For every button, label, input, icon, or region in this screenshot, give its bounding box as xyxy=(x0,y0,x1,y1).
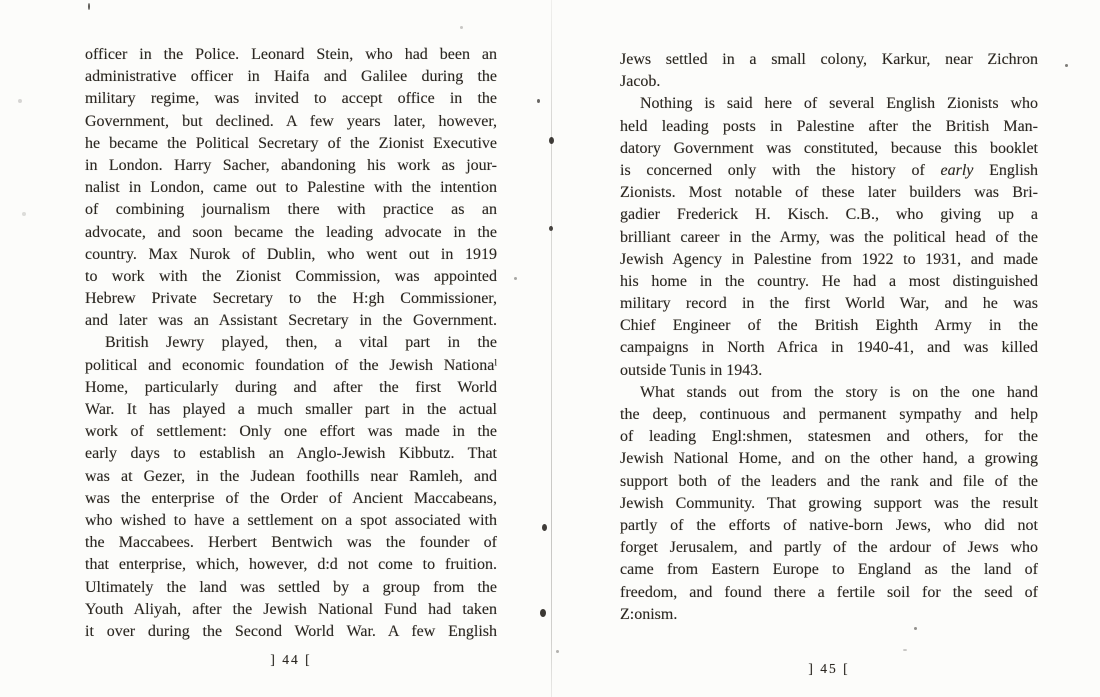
text-line: freedom, and found there a fertile soil for the seed of xyxy=(620,583,1038,601)
text-line: brilliant career in the Army, was the political head of the xyxy=(620,228,1038,246)
text-line: Jewish Agency in Palestine from 1922 to 1931, and made xyxy=(620,250,1038,268)
text-line: Home, particularly during and after the first World xyxy=(85,378,497,396)
scan-speck xyxy=(542,524,547,531)
text-line: who wished to have a settlement on a spot associated with xyxy=(85,511,497,529)
text-line: military regime, was invited to accept office in the xyxy=(85,90,497,108)
scan-speck xyxy=(514,277,517,280)
scan-speck xyxy=(903,649,907,651)
text-line: Jacob. xyxy=(620,73,661,91)
text-line: Zionists. Most notable of these later builders was Bri- xyxy=(620,184,1038,202)
scan-speck xyxy=(549,137,554,144)
text-line: outside Tunis in 1943. xyxy=(620,361,763,379)
scan-speck xyxy=(914,627,917,630)
text-line: advocate, and soon became the leading advocate in the xyxy=(85,223,497,241)
text-line: Government, but declined. A few years later, however, xyxy=(85,112,497,130)
text-line: held leading posts in Palestine after the British Man- xyxy=(620,117,1038,135)
text-line: the deep, continuous and permanent sympathy and help xyxy=(620,406,1038,423)
left-page-text-block xyxy=(85,44,497,643)
text-line: was the enterprise of the Order of Ancient Maccabeans, xyxy=(85,489,497,507)
text-line: Youth Aliyah, after the Jewish National Fund had taken xyxy=(85,600,497,618)
text-line: country. Max Nurok of Dublin, who went out in 1919 xyxy=(85,245,497,263)
text-line: political and economic foundation of the Jewish Nationaˡ xyxy=(85,356,497,374)
text-line: his home in the country. He had a most distinguished xyxy=(620,272,1038,290)
scan-speck xyxy=(88,3,90,10)
text-line: support both of the leaders and the rank and file of the xyxy=(620,472,1038,490)
text-line: military record in the first World War, and he was xyxy=(620,295,1038,313)
text-line: he became the Political Secretary of the Zionist Executive xyxy=(85,134,497,152)
text-line: forget Jerusalem, and partly of the ardour of Jews who xyxy=(620,539,1038,557)
text-line: it over during the Second World War. A few English xyxy=(85,622,497,640)
text-line: Hebrew Private Secretary to the H:gh Commissioner, xyxy=(85,290,497,308)
text-line: Jewish Community. That growing support was the result xyxy=(620,494,1038,512)
text-line: in London. Harry Sacher, abandoning his work as jour- xyxy=(85,156,497,174)
scan-speck xyxy=(540,609,546,617)
text-line: the Maccabees. Herbert Bentwich was the founder of xyxy=(85,534,497,552)
scan-speck xyxy=(22,212,26,216)
book-gutter-line xyxy=(551,0,552,697)
text-line: to work with the Zionist Commission, was appointed xyxy=(85,267,497,285)
text-line: War. It has played a much smaller part in the actual xyxy=(85,401,497,418)
scan-speck xyxy=(549,226,553,231)
scan-speck xyxy=(537,99,540,103)
text-line: that enterprise, which, however, d:d not come to fruition. xyxy=(85,556,497,574)
text-line: and later was an Assistant Secretary in the Government. xyxy=(85,312,497,330)
text-line: British Jewry played, then, a vital part in the xyxy=(105,334,497,352)
text-line: is concerned only with the history of early English xyxy=(620,161,1038,179)
text-line: Chief Engineer of the British Eighth Army in the xyxy=(620,317,1038,335)
scan-speck xyxy=(460,26,463,29)
text-line: early days to establish an Anglo-Jewish Kibbutz. That xyxy=(85,445,497,463)
text-line: Jewish National Home, and on the other hand, a growing xyxy=(620,450,1038,468)
text-line: was at Gezer, in the Judean foothills near Ramleh, and xyxy=(85,467,497,485)
scan-speck xyxy=(556,650,559,653)
text-line: partly of the efforts of native-born Jews, who did not xyxy=(620,516,1038,534)
text-line: of combining journalism there with practice as an xyxy=(85,201,497,219)
text-line: officer in the Police. Leonard Stein, who had been an xyxy=(85,46,497,63)
text-line: work of settlement: Only one effort was made in the xyxy=(85,423,497,441)
page-number-left: ] 44 [ xyxy=(270,652,312,667)
right-page-text-block xyxy=(620,49,1038,626)
text-line: of leading Engl:shmen, statesmen and others, for the xyxy=(620,428,1038,446)
text-line: What stands out from the story is on the one hand xyxy=(640,383,1038,401)
text-line: datory Government was constituted, because this booklet xyxy=(620,139,1038,157)
text-line: gadier Frederick H. Kisch. C.B., who giving up a xyxy=(620,206,1038,224)
scan-speck xyxy=(18,99,22,103)
text-line: came from Eastern Europe to England as the land of xyxy=(620,561,1038,579)
text-line: Jews settled in a small colony, Karkur, near Zichron xyxy=(620,51,1038,68)
text-line: Z:onism. xyxy=(620,605,678,623)
text-line: nalist in London, came out to Palestine with the intention xyxy=(85,179,497,197)
text-line: administrative officer in Haifa and Galilee during the xyxy=(85,68,497,86)
text-line: Nothing is said here of several English Zionists who xyxy=(640,95,1038,113)
text-line: Ultimately the land was settled by a group from the xyxy=(85,578,497,596)
page-number-right: ] 45 [ xyxy=(808,661,850,676)
scan-speck xyxy=(1065,64,1068,67)
text-line: campaigns in North Africa in 1940-41, and was killed xyxy=(620,339,1038,357)
